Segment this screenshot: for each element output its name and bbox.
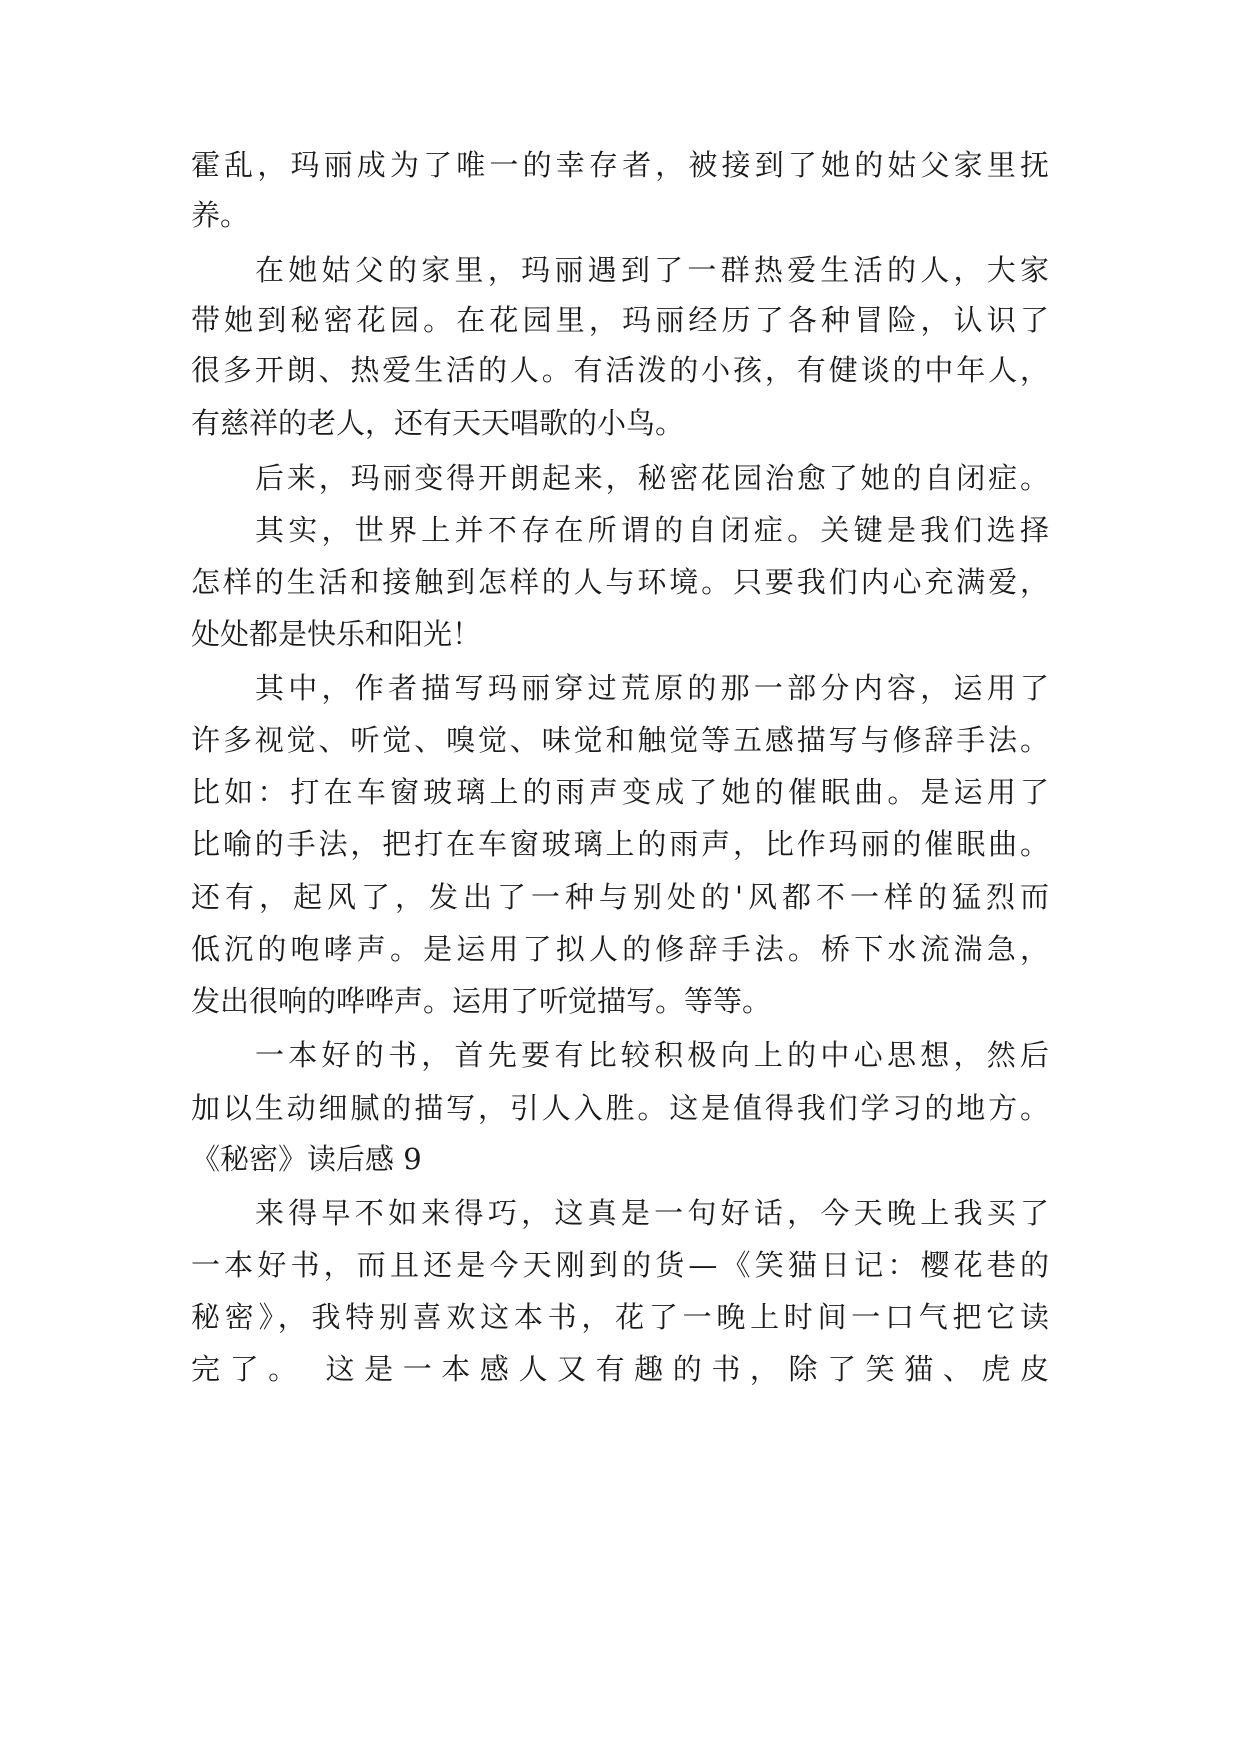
text-line: 秘密》，我特别喜欢这本书，花了一晚上时间一口气把它读	[191, 1300, 1049, 1334]
text-line: 加以生动细腻的描写，引人入胜。这是值得我们学习的地方。	[191, 1091, 1049, 1125]
text-line: 处处都是快乐和阳光！	[191, 617, 482, 651]
text-line: 其实，世界上并不存在所谓的自闭症。关键是我们选择	[255, 513, 1049, 547]
text-line: 还有，起风了，发出了一种与别处的'风都不一样的猛烈而	[191, 880, 1049, 914]
text-line: 许多视觉、听觉、嗅觉、味觉和触觉等五感描写与修辞手法。	[191, 723, 1049, 757]
text-line: 养。	[191, 198, 250, 232]
text-line: 比如：打在车窗玻璃上的雨声变成了她的催眠曲。是运用了	[191, 775, 1049, 809]
section-heading: 《秘密》读后感 9	[191, 1142, 422, 1176]
text-line: 发出很响的哗哗声。运用了听觉描写。等等。	[191, 984, 772, 1018]
text-line: 其中，作者描写玛丽穿过荒原的那一部分内容，运用了	[255, 671, 1049, 705]
text-line: 在她姑父的家里，玛丽遇到了一群热爱生活的人，大家	[255, 253, 1049, 287]
text-line: 带她到秘密花园。在花园里，玛丽经历了各种冒险，认识了	[191, 303, 1049, 337]
text-line: 很多开朗、热爱生活的人。有活泼的小孩，有健谈的中年人，	[191, 353, 1049, 387]
text-line: 比喻的手法，把打在车窗玻璃上的雨声，比作玛丽的催眠曲。	[191, 827, 1049, 861]
text-line: 有慈祥的老人，还有天天唱歌的小鸟。	[191, 406, 685, 440]
text-line: 来得早不如来得巧，这真是一句好话，今天晚上我买了	[255, 1196, 1049, 1230]
text-line: 怎样的生活和接触到怎样的人与环境。只要我们内心充满爱，	[191, 565, 1049, 599]
text-line: 一本好的书，首先要有比较积极向上的中心思想，然后	[255, 1038, 1049, 1072]
text-line: 一本好书，而且还是今天刚到的货—《笑猫日记：樱花巷的	[191, 1248, 1049, 1282]
text-line: 霍乱，玛丽成为了唯一的幸存者，被接到了她的姑父家里抚	[191, 148, 1049, 182]
text-line: 低沉的咆哮声。是运用了拟人的修辞手法。桥下水流湍急，	[191, 932, 1049, 966]
text-line: 后来，玛丽变得开朗起来，秘密花园治愈了她的自闭症。	[255, 461, 1049, 495]
text-line: 完了。 这是一本感人又有趣的书，除了笑猫、虎皮	[191, 1352, 1049, 1386]
